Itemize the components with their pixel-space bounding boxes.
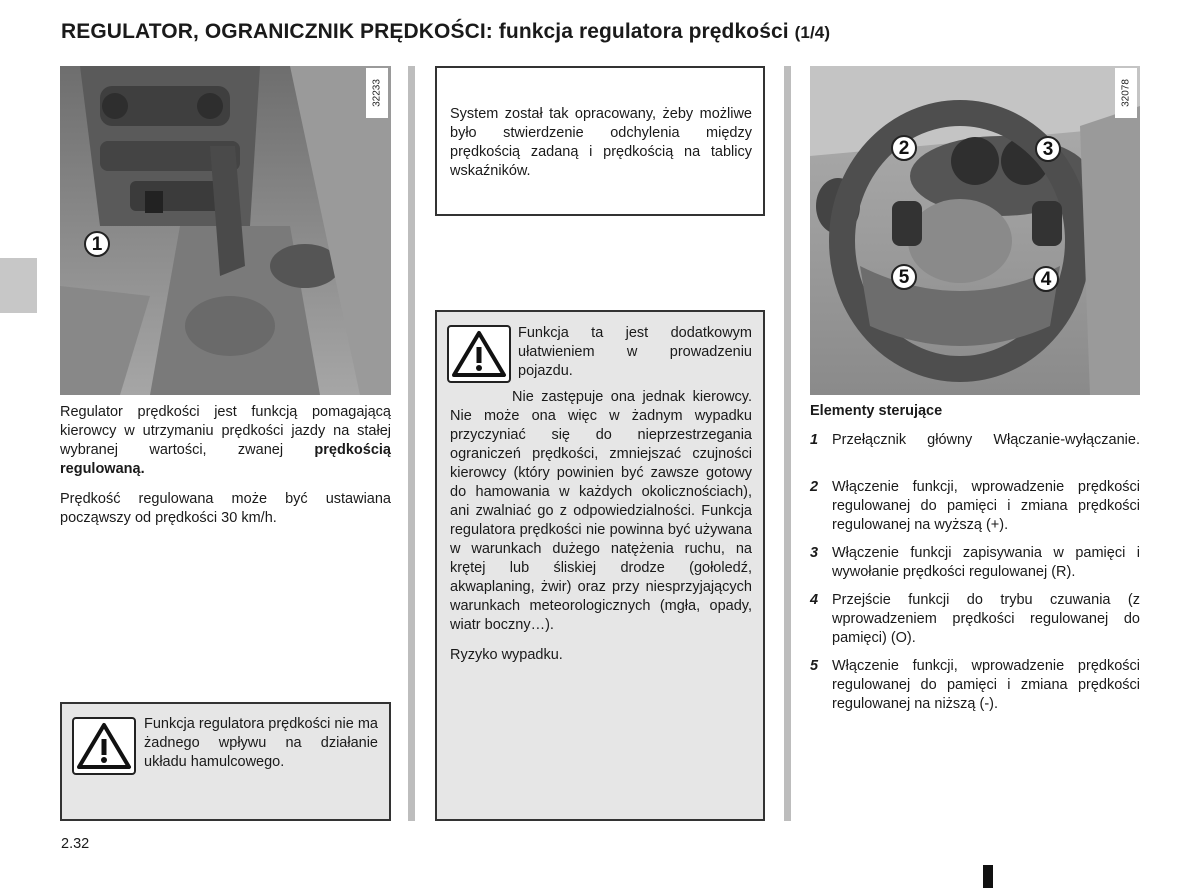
- callout-1: 1: [84, 231, 110, 257]
- warning-triangle-icon: [72, 717, 136, 775]
- left-warning-text: Funkcja regulatora prędkości nie ma żadnego wpływu na działanie układu hamulcowego.: [144, 716, 378, 770]
- note-box: [435, 66, 765, 216]
- callout-2: 2: [891, 135, 917, 161]
- photo-reference-code: 32078: [1115, 68, 1137, 118]
- warning-body: [450, 388, 752, 676]
- callout-5: 5: [891, 264, 917, 290]
- intro-text: Regulator prędkości jest funkcją pomagającą kierowcy w utrzymaniu prędkości jazdy na stałej wybranej wartości, zwanej: [60, 404, 391, 458]
- photo-reference-code: 32233: [366, 68, 388, 118]
- list-item: [810, 431, 1140, 450]
- item-text: Włączenie funkcji, wprowadzenie prędkości regulowanej do pamięci i zmiana prędkości regulowanej na niższą (-).: [832, 658, 1140, 712]
- steering-wheel-illustration: [810, 66, 1140, 395]
- title-part: (1/4): [794, 23, 831, 42]
- note-text: System został tak opracowany, żeby możliwe było stwierdzenie odchylenia między prędkością zadaną i prędkością na tablicy wskaźników.: [450, 106, 752, 179]
- warning-intro-text: Funkcja ta jest dodatkowym ułatwieniem w prowadzeniu pojazdu.: [518, 325, 752, 379]
- console-illustration: [60, 66, 391, 395]
- page-number: 2.32: [61, 836, 90, 852]
- list-item: [810, 657, 1140, 714]
- warning-triangle-icon: [447, 325, 511, 383]
- warning-body-text: Nie zastępuje ona jednak kierowcy. Nie może ona więc w żadnym wypadku przyczyniać się do nieprzestrzegania ograniczeń prędkości, zmniejszać czujności kierowcy (który powinien być zawsze gotowy do hamowania w każdych okolicznościach), ani zwalniać go z odpowiedzialności. Funkcja regulatora prędkości nie powinna być używana w warunkach dużego natężenia ruchu, na krętej lub śliskiej drodze (gołoledź, akwaplaning, żwir) oraz przy niesprzyjających warunkach meteorologicznych (mgła, opady, wiatr boczny…).: [450, 389, 752, 633]
- left-intro-text: [60, 403, 391, 539]
- intro-paragraph: [60, 403, 391, 479]
- item-text: Przełącznik główny Włączanie-wyłączanie.: [832, 432, 1140, 448]
- corner-marker: [983, 865, 993, 888]
- title-main: REGULATOR, OGRANICZNIK PRĘDKOŚCI: funkcja regulatora prędkości: [61, 20, 789, 43]
- callout-4: 4: [1033, 266, 1059, 292]
- item-number: 2: [810, 479, 819, 495]
- section-tab: [0, 258, 37, 313]
- item-number: 5: [810, 658, 819, 674]
- steering-wheel-photo: [810, 66, 1140, 395]
- callout-3: 3: [1035, 136, 1061, 162]
- speed-range-paragraph: Prędkość regulowana może być ustawiana począwszy od prędkości 30 km/h.: [60, 491, 391, 526]
- item-number: 1: [810, 432, 819, 448]
- item-number: 4: [810, 592, 819, 608]
- list-item: [810, 544, 1140, 582]
- item-text: Włączenie funkcji zapisywania w pamięci i wywołanie prędkości regulowanej (R).: [832, 545, 1140, 580]
- item-number: 3: [810, 545, 819, 561]
- column-divider-left: [408, 66, 415, 821]
- intro-bold-term: prędkością regulowaną.: [60, 442, 391, 477]
- warning-risk-text: Ryzyko wypadku.: [450, 647, 563, 663]
- list-item: [810, 591, 1140, 648]
- item-text: Włączenie funkcji, wprowadzenie prędkości regulowanej do pamięci i zmiana prędkości regulowanej na wyższą (+).: [832, 479, 1140, 533]
- column-divider-right: [784, 66, 791, 821]
- page-title: [61, 20, 830, 44]
- controls-heading: Elementy sterujące: [810, 403, 943, 419]
- middle-warning-box: [435, 310, 765, 821]
- list-item: [810, 478, 1140, 535]
- left-warning-box: [60, 702, 391, 821]
- console-photo: [60, 66, 391, 395]
- item-text: Przejście funkcji do trybu czuwania (z wprowadzeniem prędkości regulowanej do pamięci) (O).: [832, 592, 1140, 646]
